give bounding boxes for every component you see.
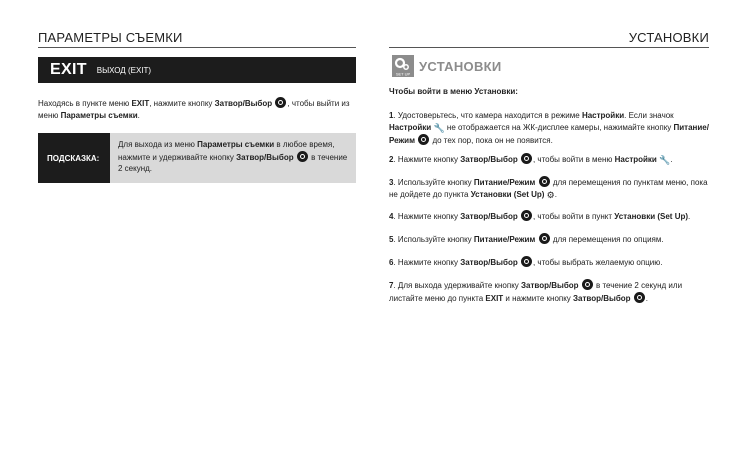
step-2: 2. Нажмите кнопку Затвор/Выбор , чтобы войти в меню Настройки 🔧.: [389, 155, 673, 165]
setup-gear-icon: [392, 55, 414, 77]
wrench-icon: 🔧: [659, 155, 671, 165]
wrench-icon: 🔧: [433, 123, 445, 133]
step-4: 4. Нажмите кнопку Затвор/Выбор , чтобы войти в пункт Установки (Set Up).: [389, 212, 691, 221]
shutter-select-button-icon: [521, 153, 532, 164]
gear-icon: ⚙: [546, 190, 555, 200]
shutter-select-button-icon: [521, 210, 532, 221]
exit-small-label: ВЫХОД (EXIT): [96, 65, 152, 75]
shutter-select-button-icon: [634, 292, 645, 303]
left-title-rule: [38, 47, 356, 48]
right-title-rule: [389, 47, 709, 48]
tip-label: ПОДСКАЗКА:: [38, 133, 110, 183]
exit-menu-bar: [38, 57, 356, 83]
setup-subheading: Чтобы войти в меню Установки:: [389, 87, 518, 96]
setup-icon-caption: SET UP: [395, 71, 411, 77]
shutter-select-button-icon: [521, 256, 532, 267]
shutter-select-button-icon: [297, 151, 308, 162]
shutter-select-button-icon: [275, 97, 286, 108]
step-1: 1. Удостоверьтесь, что камера находится в режиме Настройки. Если значок Настройки 🔧 не отображается на ЖК-дисплее камеры, нажимайте кнопку Питание/Режим до тех пор, пока он не появится.: [389, 111, 709, 145]
shutter-select-button-icon: [582, 279, 593, 290]
right-page-title: УСТАНОВКИ: [628, 30, 709, 45]
step-5: 5. Используйте кнопку Питание/Режим для перемещения по опциям.: [389, 235, 664, 244]
step-7: 7. Для выхода удерживайте кнопку Затвор/Выбор в течение 2 секунд или листайте меню до пункта EXIT и нажмите кнопку Затвор/Выбор .: [389, 281, 683, 303]
exit-intro-text: Находясь в пункте меню EXIT, нажмите кнопку Затвор/Выбор , чтобы выйти из меню Параметры съемки.: [38, 99, 350, 120]
step-3: 3. Используйте кнопку Питание/Режим для перемещения по пунктам меню, пока не дойдете до пункта Установки (Set Up) ⚙.: [389, 178, 708, 200]
tip-body: Для выхода из меню Параметры съемки в любое время, нажмите и удерживайте кнопку Затвор/Выбор в течение 2 секунд.: [110, 133, 356, 183]
power-mode-button-icon: [539, 176, 550, 187]
exit-big-label: EXIT: [50, 61, 87, 78]
setup-heading: УСТАНОВКИ: [419, 59, 502, 74]
step-6: 6. Нажмите кнопку Затвор/Выбор , чтобы выбрать желаемую опцию.: [389, 258, 663, 267]
left-page-title: ПАРАМЕТРЫ СЪЕМКИ: [38, 30, 183, 45]
power-mode-button-icon: [418, 134, 429, 145]
power-mode-button-icon: [539, 233, 550, 244]
